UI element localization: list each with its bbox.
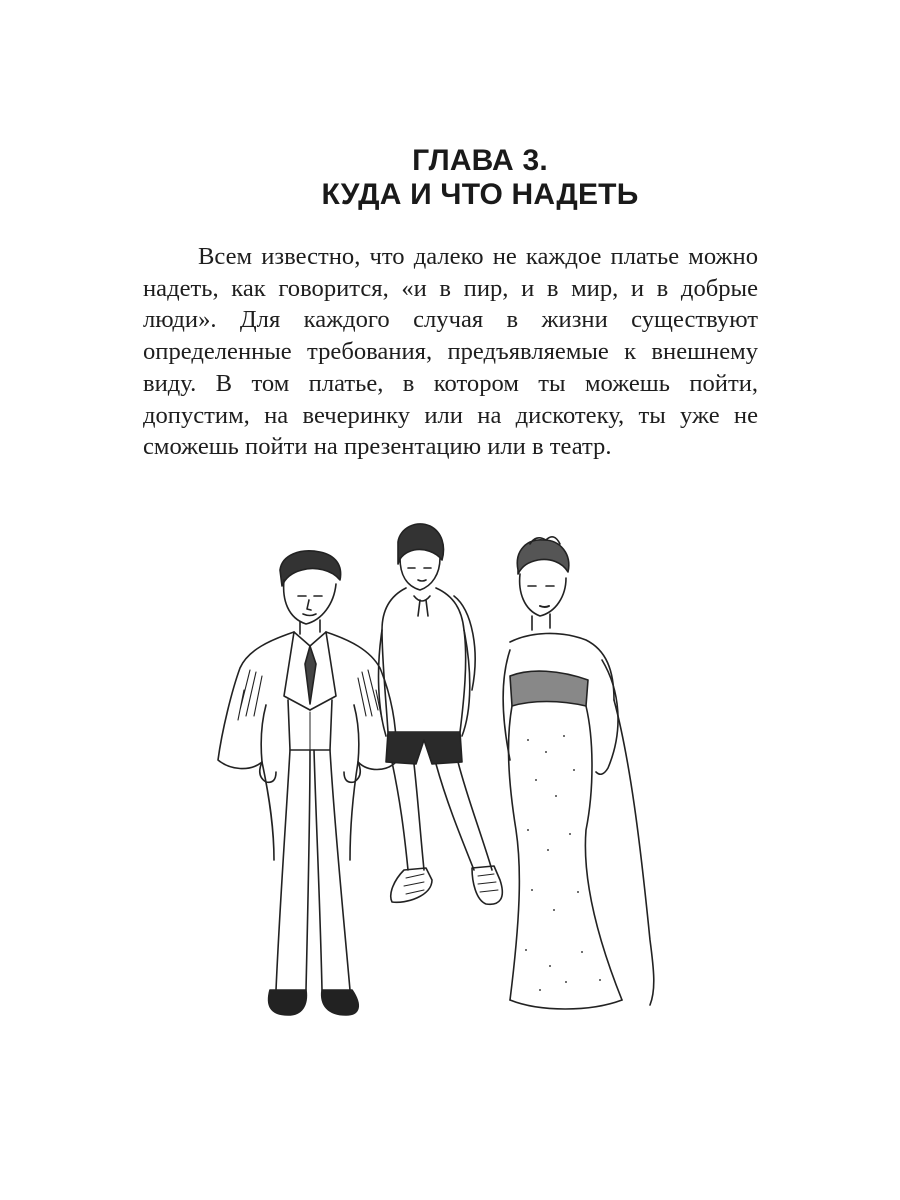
girl-in-hoodie-figure — [379, 524, 503, 904]
woman-in-gown-figure — [503, 537, 654, 1009]
chapter-intro-paragraph: Всем известно, что далеко не каждое платье можно надеть, как говорится, «и в пир, и в мир, и в добрые люди». Для каждого случая в жизни существуют определенные требования, предъявляемые к внешнему виду. В том платье, в котором ты можешь пойти, допустим, на вечеринку или на дискотеку, ты уже не сможешь пойти на презентацию или в театр. — [143, 243, 758, 461]
chapter-title: КУДА И ЧТО НАДЕТЬ — [321, 178, 639, 211]
fashion-illustration — [210, 500, 680, 1040]
chapter-number: ГЛАВА 3. — [412, 144, 548, 177]
man-in-suit-figure — [218, 551, 396, 1015]
